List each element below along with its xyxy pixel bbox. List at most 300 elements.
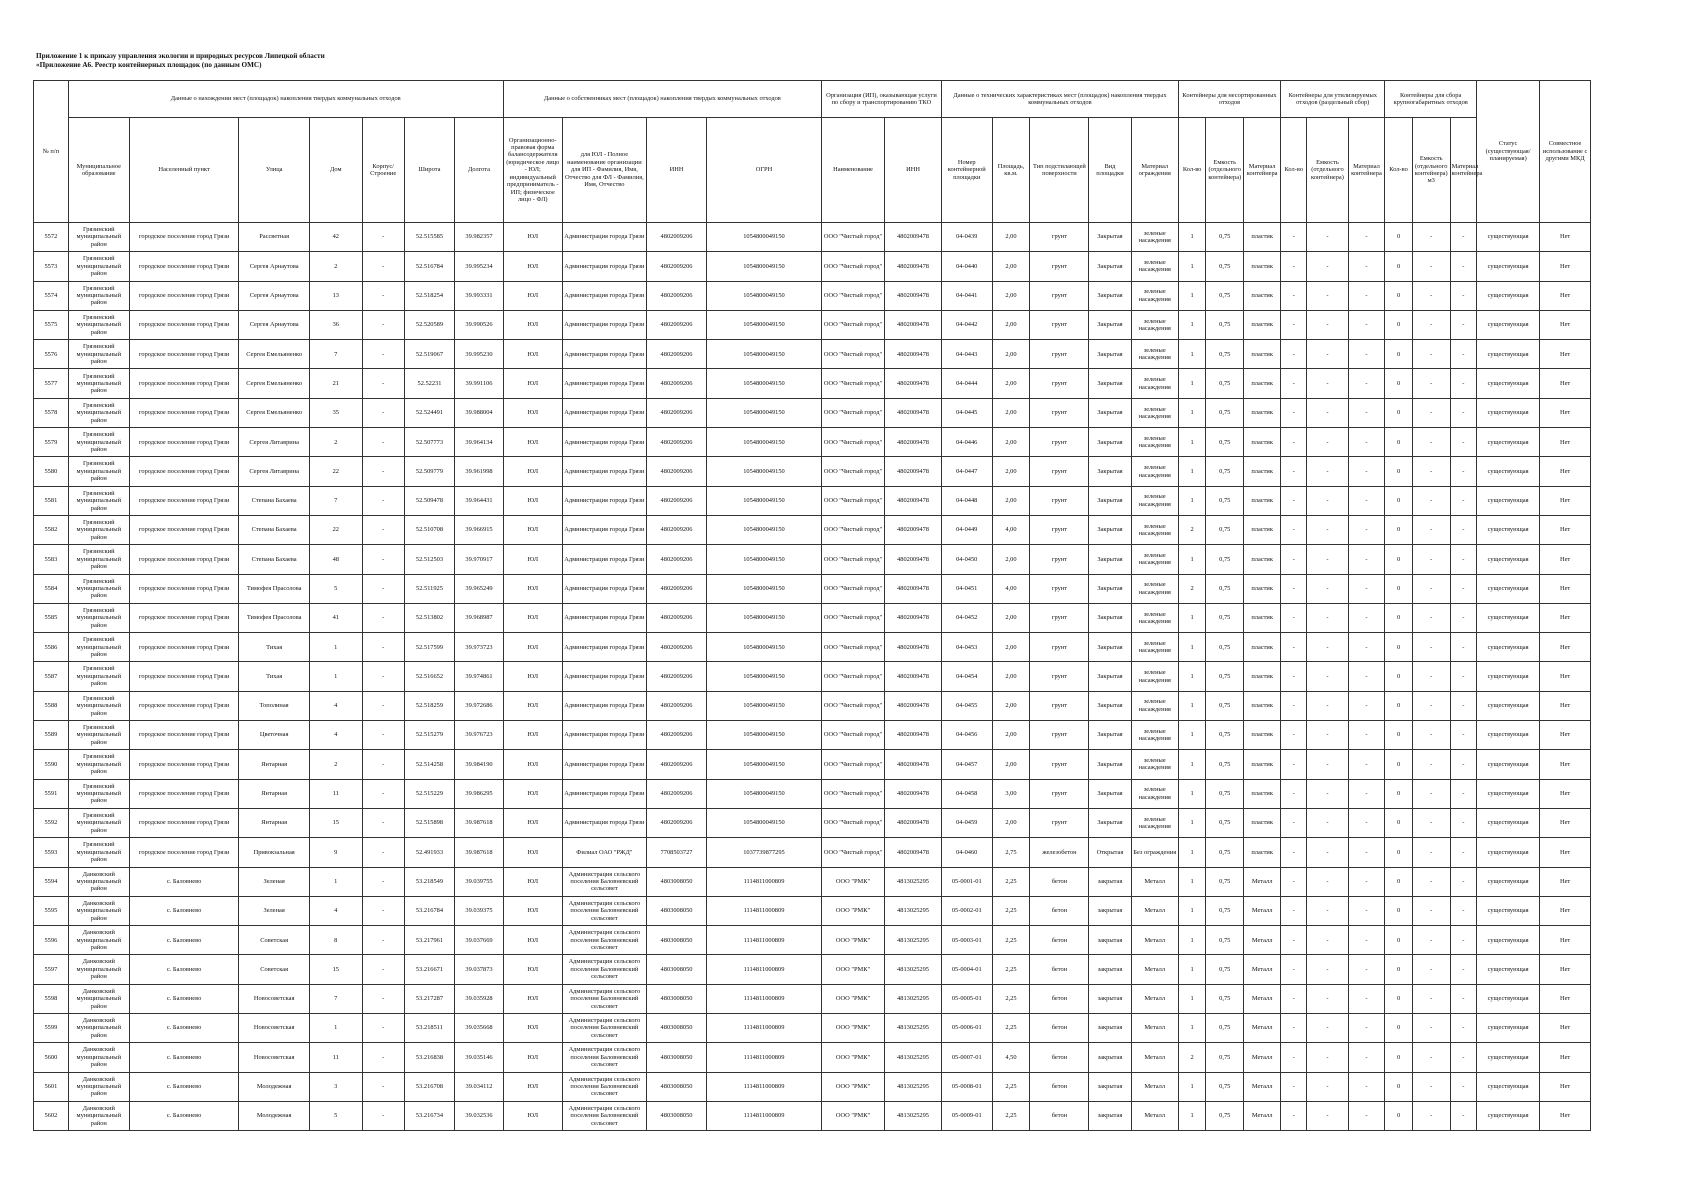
cell-carrier-inn: 4813025295 — [885, 896, 942, 925]
cell-bulky-material: - — [1450, 984, 1476, 1013]
cell-building: - — [362, 310, 404, 339]
cell-bulky-material: - — [1450, 838, 1476, 867]
table-row — [34, 662, 1591, 691]
cell-status: существующая — [1477, 633, 1540, 662]
cell-bulky-material: - — [1450, 398, 1476, 427]
cell-building: - — [362, 1014, 404, 1043]
cell-status: существующая — [1477, 1101, 1540, 1130]
table-row — [34, 896, 1591, 925]
cell-recyclable-volume: - — [1307, 223, 1348, 252]
cell-street: Молодежная — [239, 1072, 310, 1101]
cell-fence: Металл — [1131, 1043, 1178, 1072]
cell-recyclable-material: - — [1348, 223, 1385, 252]
cell-num: 5578 — [34, 398, 69, 427]
cell-owner-inn: 4802009206 — [647, 486, 707, 515]
cell-org-name: Администрация города Грязи — [562, 486, 646, 515]
cell-org-form: ЮЛ — [503, 574, 562, 603]
cell-owner-inn: 4803008050 — [647, 926, 707, 955]
cell-building: - — [362, 779, 404, 808]
cell-org-form: ЮЛ — [503, 398, 562, 427]
cell-owner-ogrn: 1054800049150 — [707, 428, 822, 457]
cell-site-type: Закрытая — [1089, 691, 1131, 720]
cell-longitude: 39.965249 — [455, 574, 504, 603]
cell-unsorted-material: пластик — [1244, 486, 1281, 515]
cell-carrier-name: ООО "Чистый город" — [821, 340, 884, 369]
cell-site-number: 05-0008-01 — [941, 1072, 992, 1101]
cell-house: 7 — [309, 340, 362, 369]
cell-fence: зеленые насаждения — [1131, 457, 1178, 486]
cell-settlement: городское поселение город Грязи — [129, 838, 239, 867]
cell-unsorted-qty: 1 — [1178, 428, 1205, 457]
cell-owner-inn: 4803008050 — [647, 955, 707, 984]
cell-unsorted-qty: 1 — [1178, 1014, 1205, 1043]
cell-recyclable-qty: - — [1281, 750, 1307, 779]
cell-status: существующая — [1477, 457, 1540, 486]
cell-unsorted-qty: 1 — [1178, 223, 1205, 252]
cell-status: существующая — [1477, 545, 1540, 574]
cell-status: существующая — [1477, 603, 1540, 632]
cell-org-name: Администрация города Грязи — [562, 252, 646, 281]
cell-carrier-name: ООО "Чистый город" — [821, 808, 884, 837]
cell-num: 5593 — [34, 838, 69, 867]
cell-unsorted-qty: 1 — [1178, 1101, 1205, 1130]
cell-house: 22 — [309, 457, 362, 486]
cell-building: - — [362, 662, 404, 691]
cell-org-form: ЮЛ — [503, 1043, 562, 1072]
cell-municipality: Грязинский муниципальный район — [68, 545, 129, 574]
cell-street: Тихая — [239, 662, 310, 691]
cell-bulky-qty: 0 — [1385, 896, 1412, 925]
cell-joint-use: Нет — [1540, 398, 1591, 427]
cell-status: существующая — [1477, 398, 1540, 427]
cell-carrier-inn: 4802009478 — [885, 779, 942, 808]
cell-surface: бетон — [1030, 1101, 1089, 1130]
cell-recyclable-material: - — [1348, 428, 1385, 457]
cell-fence: зеленые насаждения — [1131, 398, 1178, 427]
cell-org-name: Администрация сельского поселения Баловневский сельсовет — [562, 955, 646, 984]
cell-site-type: закрытая — [1089, 867, 1131, 896]
cell-street: Зеленая — [239, 896, 310, 925]
cell-joint-use: Нет — [1540, 984, 1591, 1013]
cell-bulky-material: - — [1450, 721, 1476, 750]
cell-site-number: 05-0005-01 — [941, 984, 992, 1013]
cell-site-type: Закрытая — [1089, 428, 1131, 457]
cell-unsorted-qty: 2 — [1178, 574, 1205, 603]
cell-carrier-name: ООО "РМК" — [821, 1014, 884, 1043]
cell-bulky-material: - — [1450, 545, 1476, 574]
cell-house: 1 — [309, 1014, 362, 1043]
cell-site-number: 05-0007-01 — [941, 1043, 992, 1072]
col-longitude: Долгота — [455, 118, 504, 223]
cell-bulky-qty: 0 — [1385, 252, 1412, 281]
cell-owner-ogrn: 1114811000809 — [707, 1043, 822, 1072]
cell-unsorted-material: Металл — [1244, 1014, 1281, 1043]
cell-org-form: ЮЛ — [503, 457, 562, 486]
cell-settlement: городское поселение город Грязи — [129, 281, 239, 310]
cell-fence: Металл — [1131, 984, 1178, 1013]
cell-recyclable-qty: - — [1281, 721, 1307, 750]
cell-bulky-material: - — [1450, 1014, 1476, 1043]
cell-municipality: Грязинский муниципальный район — [68, 310, 129, 339]
cell-unsorted-material: пластик — [1244, 428, 1281, 457]
cell-recyclable-volume: - — [1307, 867, 1348, 896]
cell-joint-use: Нет — [1540, 1072, 1591, 1101]
cell-owner-ogrn: 1054800049150 — [707, 281, 822, 310]
cell-org-name: Администрация города Грязи — [562, 750, 646, 779]
cell-owner-inn: 4802009206 — [647, 398, 707, 427]
cell-site-number: 04-0442 — [941, 310, 992, 339]
cell-area: 2,00 — [992, 691, 1030, 720]
cell-joint-use: Нет — [1540, 457, 1591, 486]
cell-latitude: 52.514258 — [404, 750, 455, 779]
cell-street: Янтарная — [239, 779, 310, 808]
cell-joint-use: Нет — [1540, 574, 1591, 603]
cell-org-name: Администрация города Грязи — [562, 662, 646, 691]
cell-latitude: 53.216784 — [404, 896, 455, 925]
cell-carrier-name: ООО "РМК" — [821, 1043, 884, 1072]
cell-site-number: 04-0449 — [941, 515, 992, 544]
cell-settlement: городское поселение город Грязи — [129, 603, 239, 632]
cell-municipality: Данковский муниципальный район — [68, 926, 129, 955]
cell-area: 2,00 — [992, 428, 1030, 457]
cell-bulky-material: - — [1450, 574, 1476, 603]
cell-recyclable-qty: - — [1281, 1101, 1307, 1130]
cell-house: 35 — [309, 398, 362, 427]
cell-org-form: ЮЛ — [503, 310, 562, 339]
cell-bulky-volume: - — [1412, 340, 1450, 369]
cell-unsorted-volume: 0,75 — [1206, 223, 1244, 252]
cell-org-form: ЮЛ — [503, 1072, 562, 1101]
cell-unsorted-material: пластик — [1244, 310, 1281, 339]
cell-org-name: Администрация города Грязи — [562, 545, 646, 574]
cell-owner-inn: 4802009206 — [647, 428, 707, 457]
cell-bulky-qty: 0 — [1385, 574, 1412, 603]
cell-settlement: городское поселение город Грязи — [129, 691, 239, 720]
cell-unsorted-volume: 0,75 — [1206, 457, 1244, 486]
cell-house: 21 — [309, 369, 362, 398]
cell-site-type: Закрытая — [1089, 633, 1131, 662]
cell-longitude: 39.984190 — [455, 750, 504, 779]
cell-joint-use: Нет — [1540, 1014, 1591, 1043]
cell-recyclable-volume: - — [1307, 1072, 1348, 1101]
cell-unsorted-volume: 0,75 — [1206, 779, 1244, 808]
col-bulky-qty: Кол-во — [1385, 118, 1412, 223]
cell-owner-ogrn: 1054800049150 — [707, 545, 822, 574]
cell-building: - — [362, 926, 404, 955]
cell-num: 5576 — [34, 340, 69, 369]
cell-org-name: Администрация города Грязи — [562, 223, 646, 252]
cell-unsorted-material: пластик — [1244, 721, 1281, 750]
cell-street: Советская — [239, 926, 310, 955]
cell-unsorted-volume: 0,75 — [1206, 252, 1244, 281]
cell-unsorted-volume: 0,75 — [1206, 662, 1244, 691]
cell-num: 5589 — [34, 721, 69, 750]
cell-owner-inn: 4802009206 — [647, 750, 707, 779]
cell-unsorted-volume: 0,75 — [1206, 633, 1244, 662]
cell-recyclable-qty: - — [1281, 223, 1307, 252]
cell-joint-use: Нет — [1540, 252, 1591, 281]
col-org-form: Организационно-правовая форма балансодержателя (юридическое лицо - ЮЛ; индивидуальный предприниматель - ИП; физическое лицо - ФЛ) — [503, 118, 562, 223]
cell-latitude: 52.516652 — [404, 662, 455, 691]
cell-building: - — [362, 515, 404, 544]
cell-status: существующая — [1477, 1072, 1540, 1101]
cell-org-name: Администрация города Грязи — [562, 369, 646, 398]
cell-building: - — [362, 398, 404, 427]
cell-settlement: с. Баловнево — [129, 1101, 239, 1130]
cell-bulky-material: - — [1450, 457, 1476, 486]
cell-bulky-volume: - — [1412, 838, 1450, 867]
cell-carrier-inn: 4813025295 — [885, 867, 942, 896]
cell-org-name: Администрация города Грязи — [562, 691, 646, 720]
cell-recyclable-material: - — [1348, 574, 1385, 603]
cell-recyclable-volume: - — [1307, 838, 1348, 867]
cell-area: 2,00 — [992, 662, 1030, 691]
cell-settlement: с. Баловнево — [129, 1014, 239, 1043]
cell-site-type: закрытая — [1089, 1014, 1131, 1043]
cell-building: - — [362, 1101, 404, 1130]
cell-fence: зеленые насаждения — [1131, 721, 1178, 750]
cell-bulky-qty: 0 — [1385, 838, 1412, 867]
cell-street: Привокзальная — [239, 838, 310, 867]
cell-org-form: ЮЛ — [503, 515, 562, 544]
cell-house: 42 — [309, 223, 362, 252]
cell-site-number: 05-0004-01 — [941, 955, 992, 984]
cell-unsorted-material: Металл — [1244, 955, 1281, 984]
cell-unsorted-material: пластик — [1244, 750, 1281, 779]
cell-settlement: городское поселение город Грязи — [129, 252, 239, 281]
cell-org-form: ЮЛ — [503, 779, 562, 808]
cell-unsorted-qty: 1 — [1178, 691, 1205, 720]
cell-surface: грунт — [1030, 340, 1089, 369]
cell-carrier-inn: 4802009478 — [885, 369, 942, 398]
cell-org-name: Администрация города Грязи — [562, 398, 646, 427]
cell-site-number: 04-0440 — [941, 252, 992, 281]
cell-unsorted-material: пластик — [1244, 808, 1281, 837]
cell-unsorted-qty: 2 — [1178, 515, 1205, 544]
cell-carrier-inn: 4802009478 — [885, 252, 942, 281]
cell-recyclable-material: - — [1348, 955, 1385, 984]
cell-recyclable-material: - — [1348, 1101, 1385, 1130]
cell-num: 5585 — [34, 603, 69, 632]
col-area: Площадь, кв.м. — [992, 118, 1030, 223]
cell-area: 2,00 — [992, 808, 1030, 837]
cell-building: - — [362, 691, 404, 720]
cell-house: 1 — [309, 867, 362, 896]
cell-building: - — [362, 428, 404, 457]
cell-recyclable-material: - — [1348, 633, 1385, 662]
cell-unsorted-qty: 1 — [1178, 896, 1205, 925]
cell-bulky-volume: - — [1412, 428, 1450, 457]
cell-owner-inn: 4802009206 — [647, 808, 707, 837]
cell-org-name: Администрация сельского поселения Баловневский сельсовет — [562, 896, 646, 925]
cell-recyclable-qty: - — [1281, 252, 1307, 281]
cell-recyclable-material: - — [1348, 252, 1385, 281]
cell-longitude: 39.964431 — [455, 486, 504, 515]
cell-org-form: ЮЛ — [503, 721, 562, 750]
cell-recyclable-volume: - — [1307, 252, 1348, 281]
cell-owner-inn: 4802009206 — [647, 691, 707, 720]
cell-unsorted-material: пластик — [1244, 398, 1281, 427]
cell-site-type: закрытая — [1089, 896, 1131, 925]
cell-owner-inn: 4802009206 — [647, 515, 707, 544]
cell-site-number: 04-0446 — [941, 428, 992, 457]
cell-recyclable-material: - — [1348, 926, 1385, 955]
cell-municipality: Грязинский муниципальный район — [68, 428, 129, 457]
cell-carrier-name: ООО "Чистый город" — [821, 223, 884, 252]
cell-house: 8 — [309, 926, 362, 955]
cell-bulky-volume: - — [1412, 1014, 1450, 1043]
cell-surface: бетон — [1030, 1043, 1089, 1072]
cell-longitude: 39.035668 — [455, 1014, 504, 1043]
cell-municipality: Данковский муниципальный район — [68, 955, 129, 984]
cell-site-number: 05-0001-01 — [941, 867, 992, 896]
cell-status: существующая — [1477, 281, 1540, 310]
cell-house: 5 — [309, 574, 362, 603]
cell-bulky-qty: 0 — [1385, 457, 1412, 486]
cell-joint-use: Нет — [1540, 340, 1591, 369]
col-fence: Материал ограждения — [1131, 118, 1178, 223]
cell-municipality: Данковский муниципальный район — [68, 896, 129, 925]
cell-recyclable-qty: - — [1281, 808, 1307, 837]
cell-surface: грунт — [1030, 515, 1089, 544]
cell-num: 5587 — [34, 662, 69, 691]
cell-latitude: 52.491933 — [404, 838, 455, 867]
col-org-name: для ЮЛ - Полное наименование организации для ИП - Фамилия, Имя, Отчество для ФЛ - Фамилия, Имя, Отчество — [562, 118, 646, 223]
cell-org-name: Администрация сельского поселения Баловневский сельсовет — [562, 1043, 646, 1072]
cell-street: Новосоветская — [239, 1014, 310, 1043]
cell-fence: зеленые насаждения — [1131, 633, 1178, 662]
cell-unsorted-material: пластик — [1244, 369, 1281, 398]
cell-status: существующая — [1477, 691, 1540, 720]
cell-status: существующая — [1477, 779, 1540, 808]
table-row — [34, 281, 1591, 310]
cell-house: 15 — [309, 808, 362, 837]
cell-carrier-inn: 4802009478 — [885, 515, 942, 544]
cell-site-type: Закрытая — [1089, 545, 1131, 574]
cell-latitude: 52.518259 — [404, 691, 455, 720]
cell-owner-ogrn: 1114811000809 — [707, 1072, 822, 1101]
cell-surface: грунт — [1030, 574, 1089, 603]
cell-unsorted-qty: 1 — [1178, 808, 1205, 837]
cell-street: Сергея Литаврина — [239, 428, 310, 457]
cell-joint-use: Нет — [1540, 691, 1591, 720]
cell-owner-inn: 4802009206 — [647, 779, 707, 808]
cell-settlement: с. Баловнево — [129, 896, 239, 925]
cell-unsorted-material: пластик — [1244, 340, 1281, 369]
cell-unsorted-volume: 0,75 — [1206, 486, 1244, 515]
cell-recyclable-volume: - — [1307, 926, 1348, 955]
cell-num: 5583 — [34, 545, 69, 574]
cell-recyclable-volume: - — [1307, 896, 1348, 925]
cell-owner-ogrn: 1054800049150 — [707, 515, 822, 544]
cell-house: 13 — [309, 281, 362, 310]
cell-recyclable-qty: - — [1281, 574, 1307, 603]
cell-fence: зеленые насаждения — [1131, 486, 1178, 515]
cell-unsorted-material: Металл — [1244, 984, 1281, 1013]
cell-unsorted-volume: 0,75 — [1206, 281, 1244, 310]
cell-bulky-material: - — [1450, 896, 1476, 925]
cell-joint-use: Нет — [1540, 779, 1591, 808]
cell-area: 2,00 — [992, 750, 1030, 779]
cell-recyclable-qty: - — [1281, 984, 1307, 1013]
cell-recyclable-material: - — [1348, 486, 1385, 515]
cell-unsorted-volume: 0,75 — [1206, 369, 1244, 398]
cell-site-number: 04-0448 — [941, 486, 992, 515]
cell-street: Янтарная — [239, 750, 310, 779]
cell-owner-ogrn: 1114811000809 — [707, 984, 822, 1013]
cell-fence: зеленые насаждения — [1131, 574, 1178, 603]
col-settlement: Населенный пункт — [129, 118, 239, 223]
cell-building: - — [362, 867, 404, 896]
cell-street: Новосоветская — [239, 984, 310, 1013]
cell-house: 22 — [309, 515, 362, 544]
cell-org-form: ЮЛ — [503, 838, 562, 867]
cell-municipality: Данковский муниципальный район — [68, 867, 129, 896]
cell-site-type: Закрытая — [1089, 310, 1131, 339]
group-recyclable-containers: Контейнеры для утилизируемых отходов (раздельный сбор) — [1281, 81, 1385, 118]
cell-recyclable-qty: - — [1281, 633, 1307, 662]
cell-bulky-volume: - — [1412, 867, 1450, 896]
cell-bulky-qty: 0 — [1385, 750, 1412, 779]
col-status: Статус (существующая/планируемая) — [1477, 81, 1540, 223]
cell-fence: зеленые насаждения — [1131, 750, 1178, 779]
cell-site-type: закрытая — [1089, 1043, 1131, 1072]
cell-org-form: ЮЛ — [503, 926, 562, 955]
cell-carrier-name: ООО "РМК" — [821, 955, 884, 984]
cell-carrier-inn: 4802009478 — [885, 281, 942, 310]
cell-recyclable-volume: - — [1307, 310, 1348, 339]
cell-unsorted-material: пластик — [1244, 574, 1281, 603]
cell-recyclable-material: - — [1348, 750, 1385, 779]
cell-joint-use: Нет — [1540, 721, 1591, 750]
cell-org-name: Администрация города Грязи — [562, 633, 646, 662]
cell-carrier-name: ООО "Чистый город" — [821, 721, 884, 750]
cell-site-type: Закрытая — [1089, 340, 1131, 369]
cell-fence: Металл — [1131, 926, 1178, 955]
cell-area: 2,00 — [992, 340, 1030, 369]
cell-status: существующая — [1477, 574, 1540, 603]
cell-street: Зеленая — [239, 867, 310, 896]
cell-bulky-material: - — [1450, 750, 1476, 779]
register-rows — [34, 223, 1591, 1131]
cell-owner-inn: 4802009206 — [647, 457, 707, 486]
cell-unsorted-material: пластик — [1244, 545, 1281, 574]
cell-carrier-name: ООО "РМК" — [821, 896, 884, 925]
cell-recyclable-qty: - — [1281, 486, 1307, 515]
cell-latitude: 52.509779 — [404, 457, 455, 486]
cell-carrier-inn: 4813025295 — [885, 1101, 942, 1130]
table-row — [34, 808, 1591, 837]
col-latitude: Широта — [404, 118, 455, 223]
cell-bulky-material: - — [1450, 223, 1476, 252]
cell-site-type: закрытая — [1089, 955, 1131, 984]
group-technical: Данные о технических характеристиках мест (площадок) накопления твердых коммунальных отходов — [941, 81, 1178, 118]
cell-municipality: Грязинский муниципальный район — [68, 369, 129, 398]
cell-fence: зеленые насаждения — [1131, 545, 1178, 574]
cell-fence: зеленые насаждения — [1131, 369, 1178, 398]
cell-bulky-material: - — [1450, 808, 1476, 837]
cell-joint-use: Нет — [1540, 369, 1591, 398]
cell-municipality: Грязинский муниципальный район — [68, 691, 129, 720]
cell-recyclable-volume: - — [1307, 545, 1348, 574]
cell-carrier-name: ООО "Чистый город" — [821, 369, 884, 398]
cell-site-number: 04-0458 — [941, 779, 992, 808]
col-joint-use: Совместное использование с другими МКД — [1540, 81, 1591, 223]
cell-surface: грунт — [1030, 310, 1089, 339]
col-recyclable-volume: Емкость (отдельного контейнера) — [1307, 118, 1348, 223]
cell-carrier-name: ООО "Чистый город" — [821, 457, 884, 486]
cell-owner-ogrn: 1054800049150 — [707, 779, 822, 808]
